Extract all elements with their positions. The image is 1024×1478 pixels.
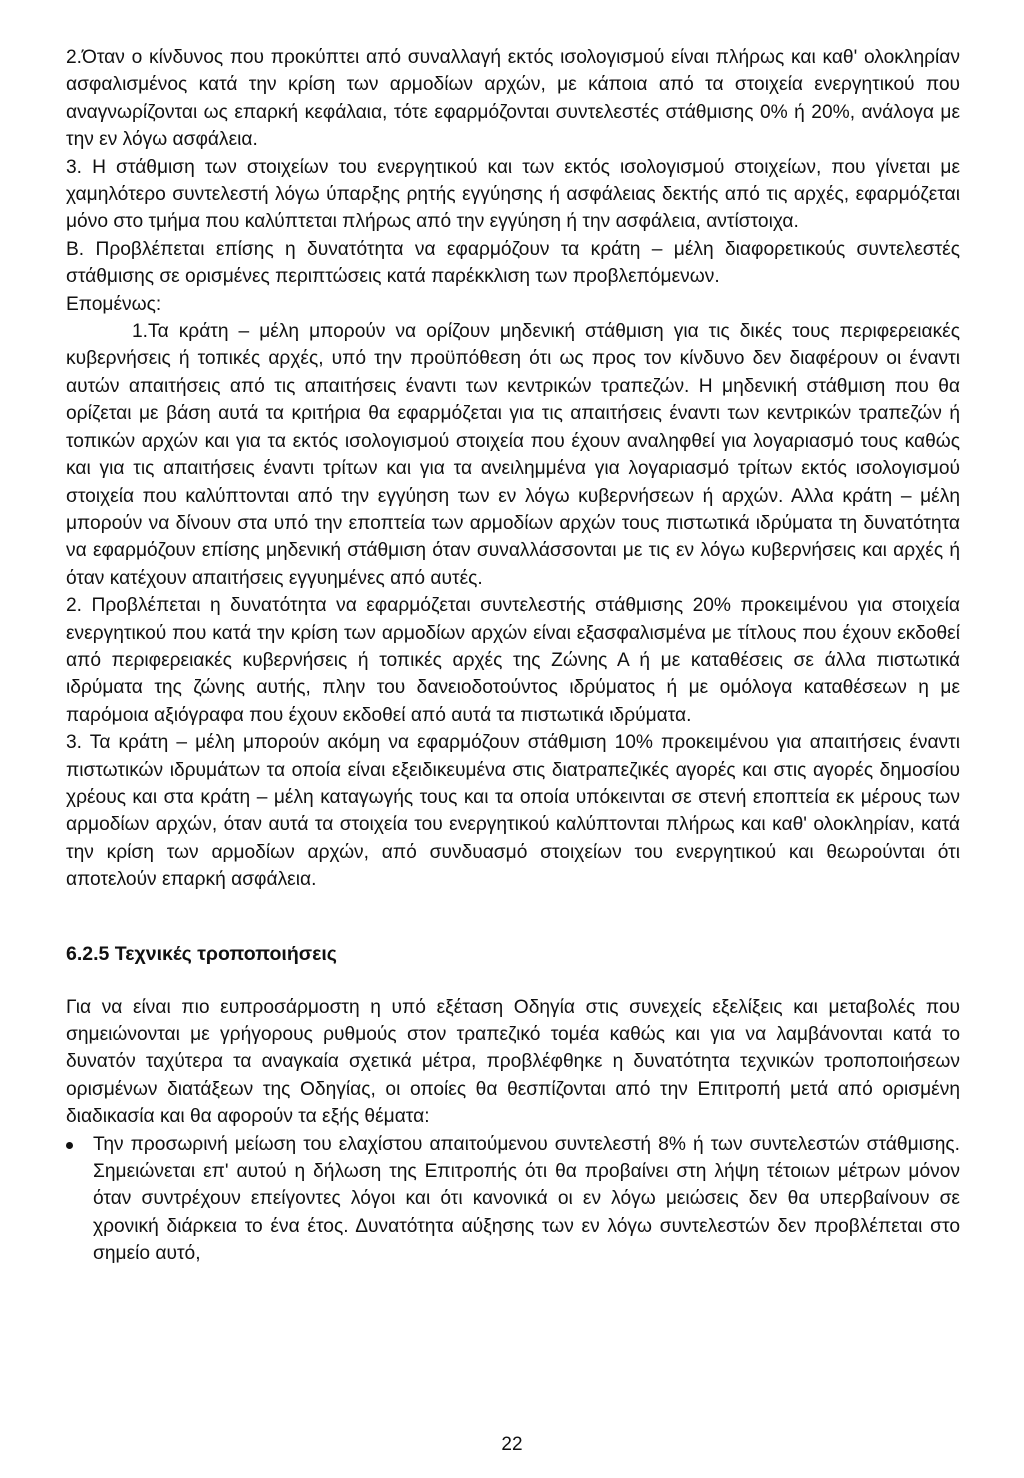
bullet-item [66, 1131, 960, 1268]
bullet-text: Την προσωρινή μείωση του ελαχίστου απαιτούμενου συντελεστή 8% ή των συντελεστών στάθμισης. Σημειώνεται επ' αυτού η δήλωση της Επιτροπής ότι θα προβαίνει στη λήψη τέτοιων μέτρων μόνον όταν συντρέχουν επείγοντες λόγοι και ότι κανονικά οι εν λόγω μειώσεις δεν θα υπερβαίνουν σε χρονική διάρκεια το ένα έτος. Δυνατότητα αύξησης των εν λόγω συντελεστών δεν προβλέπεται στο σημείο αυτό, [93, 1133, 960, 1265]
paragraph-subitem-2: 2. Προβλέπεται η δυνατότητα να εφαρμόζεται συντελεστής στάθμισης 20% προκειμένου για στοιχεία ενεργητικού που κατά την κρίση των αρμοδίων αρχών είναι εξασφαλισμένα με τίτλους που έχουν εκδοθεί από περιφερειακές κυβερνήσεις ή τοπικές αρχές της Ζώνης Α ή με καταθέσεις σε άλλα πιστωτικά ιδρύματα της ζώνης αυτής, πλην του δανειοδοτούντος ιδρύματος ή με ομόλογα καταθέσεων η με παρόμοια αξιόγραφα που έχουν εκδοθεί από αυτά τα πιστωτικά ιδρύματα. [66, 595, 960, 726]
bullet-list [66, 1131, 960, 1268]
paragraph-subitem-1: 1.Τα κράτη – μέλη μπορούν να ορίζουν μηδενική στάθμιση για τις δικές τους περιφερειακές κυβερνήσεις ή τοπικές αρχές, υπό την προϋπόθεση ότι ως προς τον κίνδυνο δεν διαφέρουν οι έναντι αυτών απαιτήσεις από τις απαιτήσεις έναντι των κεντρικών τραπεζών. Η μηδενική στάθμιση που θα ορίζεται με βάση αυτά τα κριτήρια θα εφαρμόζεται για τις απαιτήσεις έναντι των κεντρικών τραπεζών ή τοπικών αρχών και για τα εκτός ισολογισμού στοιχεία που έχουν αναληφθεί για λογαριασμό τους καθώς και για τις απαιτήσεις έναντι τρίτων και για τα ανειλημμένα για λογαριασμό τρίτων εκτός ισολογισμού στοιχεία που καλύπτονται από την εγγύηση των εν λόγω κυβερνήσεων ή αρχών. Αλλα κράτη – μέλη μπορούν να δίνουν στα υπό την εποπτεία των αρμοδίων αρχών τους πιστωτικά ιδρύματα τη δυνατότητα να εφαρμόζουν επίσης μηδενική στάθμιση όταν συναλλάσσονται με τις εν λόγω κυβερνήσεις και αρχές ή όταν κατέχουν απαιτήσεις εγγυημένες από αυτές. [66, 321, 960, 589]
section-intro-paragraph: Για να είναι πιο ευπροσάρμοστη η υπό εξέταση Οδηγία στις συνεχείς εξελίξεις και μεταβολές που σημειώνονται με γρήγορους ρυθμούς στον τραπεζικό τομέα καθώς και για να λαμβάνονται κατά το δυνατόν ταχύτερα τα αναγκαία σχετικά μέτρα, προβλέφθηκε η δυνατότητα τεχνικών τροποποιήσεων ορισμένων διατάξεων της Οδηγίας, οι οποίες θα θεσπίζονται από την Επιτροπή μετά από ορισμένη διαδικασία και θα αφορούν τα εξής θέματα: [66, 996, 960, 1128]
bullet-icon [66, 1142, 73, 1149]
spacer [66, 894, 960, 940]
page-number: 22 [501, 1434, 523, 1455]
paragraph-therefore: Επομένως: [66, 293, 162, 315]
paragraph-subitem-3: 3. Τα κράτη – μέλη μπορούν ακόμη να εφαρμόζουν στάθμιση 10% προκειμένου για απαιτήσεις έναντι πιστωτικών ιδρυμάτων τα οποία είναι εξειδικευμένα στις διατραπεζικές αγορές και στις αγορές δημοσίου χρέους και στα κράτη – μέλη καταγωγής τους και τα οποία υπόκεινται σε στενή εποπτεία εκ μέρους των αρμοδίων αρχών, όταν αυτά τα στοιχεία του ενεργητικού καλύπτονται πλήρως και καθ' ολοκληρίαν, κατά την κρίση των αρμοδίων αρχών, από συνδυασμό στοιχείων του ενεργητικού και θεωρούνται ότι αποτελούν επαρκή ασφάλεια. [66, 732, 960, 891]
paragraph-section-b: Β. Προβλέπεται επίσης η δυνατότητα να εφαρμόζουν τα κράτη – μέλη διαφορετικούς συντελεστές στάθμισης σε ορισμένες περιπτώσεις κατά παρέκκλιση των προβλεπόμενων. [66, 238, 960, 288]
document-page [66, 44, 960, 1268]
paragraph-item-3: 3. Η στάθμιση των στοιχείων του ενεργητικού και των εκτός ισολογισμού στοιχείων, που γίνεται με χαμηλότερο συντελεστή λόγω ύπαρξης ρητής εγγύησης ή ασφάλειας δεκτής από τις αρχές, εφαρμόζεται μόνο στο τμήμα που καλύπτεται πλήρως από την εγγύηση ή την ασφάλεια, αντίστοιχα. [66, 156, 960, 233]
spacer [66, 968, 960, 994]
section-heading: 6.2.5 Τεχνικές τροποποιήσεις [66, 942, 337, 965]
paragraph-item-2: 2.Όταν ο κίνδυνος που προκύπτει από συναλλαγή εκτός ισολογισμού είναι πλήρως και καθ' ολοκληρίαν ασφαλισμένος κατά την κρίση των αρμοδίων αρχών, με κάποια από τα στοιχεία ενεργητικού που αναγνωρίζονται ως επαρκή κεφάλαια, τότε εφαρμόζονται συντελεστές στάθμισης 0% ή 20%, ανάλογα με την εν λόγω ασφάλεια. [66, 47, 960, 151]
